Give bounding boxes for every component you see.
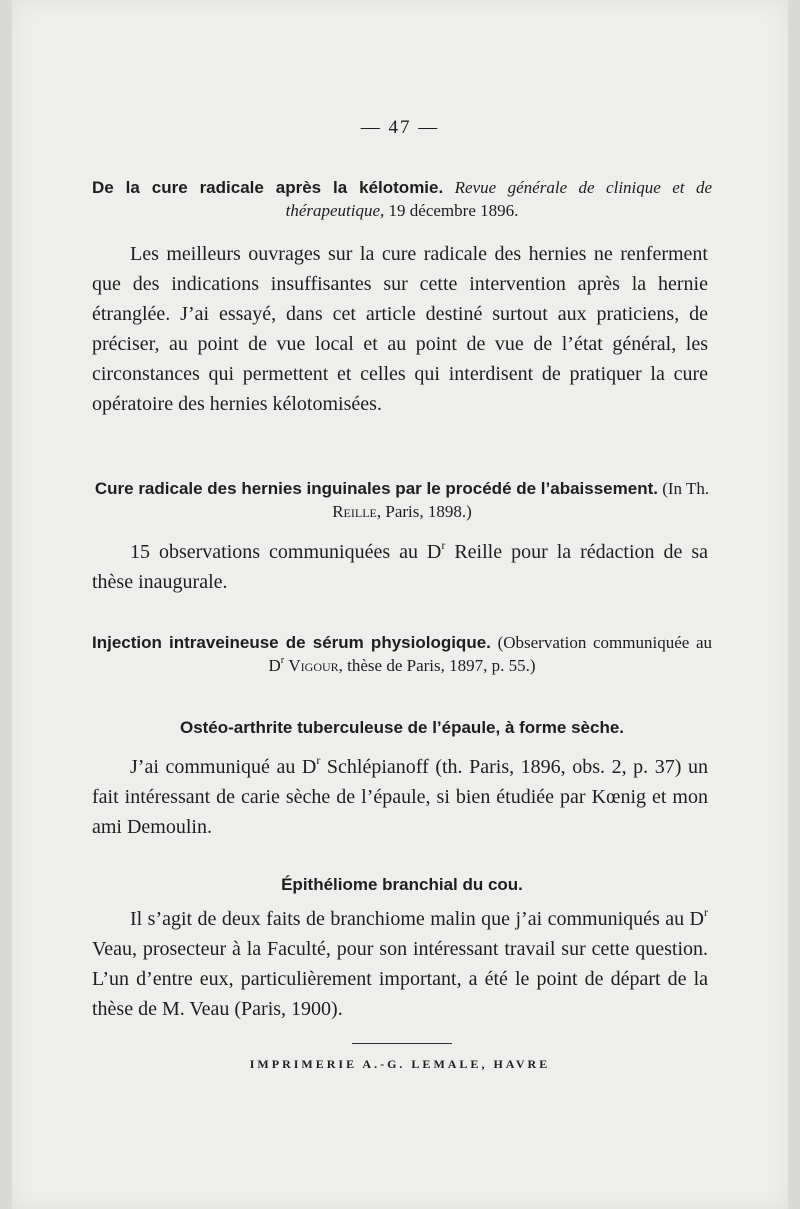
entry-2-body [92,537,708,597]
entry-1-title: De la cure radicale après la kélotomie. [92,178,444,197]
entry-5-heading [92,873,712,896]
entry-3-title: Injection intraveineuse de sérum physiologique. [92,633,491,652]
printer-imprint: IMPRIMERIE A.-G. LEMALE, HAVRE [249,1057,551,1071]
entry-1-heading [92,176,712,222]
entry-5-body-sup: r [704,905,708,919]
entry-4-title: Ostéo-arthrite tuberculeuse de l’épaule, à forme sèche. [179,718,625,737]
entry-2-ref-pre: (In Th. [662,479,710,498]
entry-2-heading [92,477,712,523]
entry-4-body-a: J’ai communiqué au D [130,756,317,778]
entry-2-ref-post: , Paris, 1898.) [376,502,472,521]
page-number: — 47 — [360,117,440,138]
entry-3-ref-a: (Observation communiquée au D [268,633,713,675]
entry-1-journal: Revue générale de clinique et de thérapeutique, [285,178,713,220]
page [12,0,788,1209]
footer-rule [352,1043,452,1044]
entry-1-ref: 19 décembre 1896. [388,201,519,220]
entry-4-body-sup: r [316,753,321,767]
entry-2-title: Cure radicale des hernies inguinales par le procédé de l’abaissement. [94,479,658,498]
entry-4-body-b: Schlépianoff (th. Paris, 1896, obs. 2, p. 37) un fait intéressant de carie sèche de l’épaule, si bien étudiée par Kœnig et mon ami Demoulin. [92,756,708,838]
entry-3-ref-sup: r [280,655,285,666]
entry-5-body-a: Il s’agit de deux faits de branchiome malin que j’ai communiqués au D [130,908,704,930]
entry-2-body-sup: r [441,538,446,552]
entry-4-body [92,752,708,842]
entry-3-heading [92,631,712,677]
entry-3-ref-b: , thèse de Paris, 1897, p. 55.) [338,656,536,675]
entry-2-body-b: Reille pour la rédaction de sa thèse inaugurale. [92,541,708,593]
entry-1-body: Les meilleurs ouvrages sur la cure radicale des hernies ne renferment que des indications insuffisantes sur cette intervention après la hernie étranglée. J’ai essayé, dans cet article destiné surtout aux praticiens, de préciser, au point de vue local et au point de vue de l’état général, les circonstances qui permettent et celles qui interdisent de pratiquer la cure opératoire des hernies kélotomisées. [92,243,708,415]
entry-2-body-a: 15 observations communiquées au D [130,541,442,563]
entry-5-body-b: Veau, prosecteur à la Faculté, pour son intéressant travail sur cette question. L’un d’entre eux, particulièrement important, a été le point de départ de la thèse de M. Veau (Paris, 1900). [92,938,708,1020]
entry-3-ref-name: Vigour [288,656,339,675]
entry-5-title: Épithéliome branchial du cou. [281,875,523,894]
entry-2-ref-name: Reille [332,502,377,521]
entry-4-heading [92,716,712,739]
entry-5-body [92,904,708,1024]
